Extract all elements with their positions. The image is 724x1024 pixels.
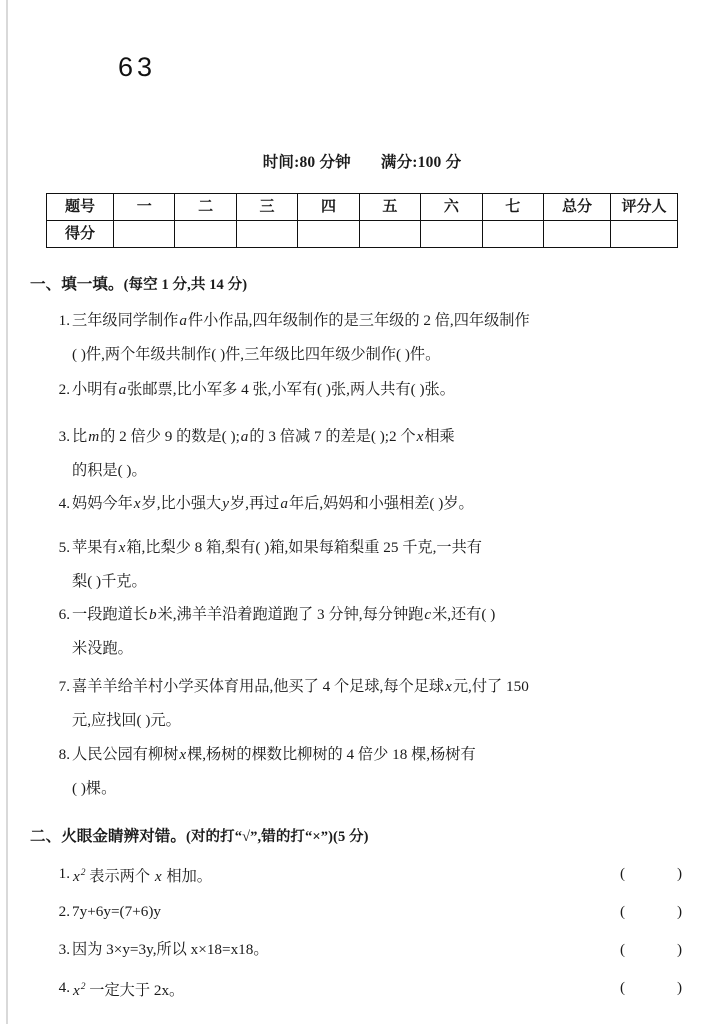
score-table-row-label-questions: 题号 [47, 194, 114, 221]
question-5-line2: 梨( )千克。 [72, 573, 147, 590]
section-2-title: 二、火眼金睛辨对错。 [30, 828, 187, 845]
truefalse-item-1-text-b: 相加。 [166, 868, 212, 886]
page-number: 63 [118, 52, 157, 82]
truefalse-item-1-answer-field[interactable] [620, 864, 682, 883]
truefalse-item-4-paren-close: ) [676, 979, 682, 996]
time-colon: : [294, 154, 300, 171]
truefalse-item-3-text: 因为 3×y=3y,所以 x×18=x18。 [72, 941, 269, 958]
question-5-number: 5. [58, 539, 70, 556]
truefalse-item-1-text-a: 表示两个 [89, 868, 151, 886]
question-1-text-b: 件小作品,四年级制作的是三年级的 2 倍,四年级制作 [187, 312, 530, 329]
question-4-text-a: 妈妈今年 [72, 495, 133, 512]
truefalse-item-3 [58, 940, 684, 959]
question-6-line2: 米没跑。 [72, 640, 133, 657]
truefalse-item-4-paren-open: ( [620, 979, 626, 996]
question-1-var-a: a [179, 312, 187, 329]
question-3-text-b: 的 2 倍少 9 的数是( ); [100, 428, 240, 445]
score-table-col-1: 一 [114, 194, 175, 221]
score-colon: : [412, 154, 418, 171]
score-cell-6[interactable] [421, 221, 482, 248]
question-2-number: 2. [58, 381, 70, 398]
section-1-heading [30, 272, 247, 294]
question-6-var-b: b [148, 606, 157, 623]
score-cell-grader[interactable] [611, 221, 678, 248]
question-3-var-m: m [88, 428, 100, 445]
truefalse-item-4 [58, 978, 684, 1000]
question-2-text-a: 小明有 [72, 381, 118, 398]
truefalse-item-1 [58, 864, 684, 886]
truefalse-item-1-var-x2: x [154, 868, 162, 886]
exam-meta-line [0, 150, 724, 172]
section-1-title: 一、填一填。 [30, 276, 124, 293]
score-unit: 分 [445, 154, 462, 171]
question-8-var-x: x [179, 746, 187, 763]
table-row-header [47, 194, 678, 221]
section-2-heading [30, 824, 369, 846]
question-1-number: 1. [58, 312, 70, 329]
truefalse-item-2-text: 7y+6y=(7+6)y [72, 903, 161, 920]
question-7-line2: 元,应找回( )元。 [72, 712, 181, 729]
score-table-col-7: 七 [482, 194, 543, 221]
question-4 [58, 494, 684, 513]
score-cell-3[interactable] [236, 221, 297, 248]
truefalse-item-2-answer-field[interactable] [620, 902, 682, 921]
truefalse-item-1-var-x: x [73, 868, 80, 886]
question-5 [58, 538, 684, 591]
question-5-text-b: 箱,比梨少 8 箱,梨有( )箱,如果每箱梨重 25 千克,一共有 [126, 539, 482, 556]
question-4-var-y: y [222, 495, 229, 512]
time-value: 80 [299, 154, 316, 171]
truefalse-item-2 [58, 902, 684, 921]
question-2 [58, 380, 684, 399]
question-4-text-b: 岁,比小强大 [141, 495, 222, 512]
score-label: 满分 [380, 154, 413, 171]
question-7 [58, 677, 684, 730]
question-6-number: 6. [58, 606, 70, 623]
question-1-line2: ( )件,两个年级共制作( )件,三年级比四年级少制作( )件。 [72, 346, 441, 363]
question-3-var-a: a [240, 428, 249, 445]
score-table-container [46, 193, 678, 248]
question-8-text-b: 棵,杨树的棵数比柳树的 4 倍少 18 棵,杨树有 [187, 746, 476, 763]
truefalse-item-4-exponent: 2 [80, 982, 86, 992]
question-4-var-x: x [133, 495, 141, 512]
question-8 [58, 745, 684, 798]
question-3-text-d: 相乘 [424, 428, 455, 445]
truefalse-item-4-text: 一定大于 2x。 [89, 982, 185, 1000]
question-8-number: 8. [58, 746, 70, 763]
truefalse-item-1-paren-open: ( [620, 865, 626, 882]
question-6-text-a: 一段跑道长 [72, 606, 148, 623]
time-label: 时间 [262, 154, 295, 171]
question-3-number: 3. [58, 428, 70, 445]
truefalse-item-3-paren-close: ) [676, 941, 682, 958]
question-2-text-b: 张邮票,比小军多 4 张,小军有( )张,两人共有( )张。 [127, 381, 455, 398]
question-7-text-b: 元,付了 150 [452, 678, 529, 695]
truefalse-item-4-answer-field[interactable] [620, 978, 682, 997]
truefalse-item-3-number: 3. [58, 941, 70, 958]
question-8-text-a: 人民公园有柳树 [72, 746, 179, 763]
score-table-col-6: 六 [421, 194, 482, 221]
truefalse-item-4-var-x: x [73, 982, 80, 1000]
question-1-text-a: 三年级同学制作 [72, 312, 179, 329]
question-6 [58, 605, 684, 658]
question-4-number: 4. [58, 495, 70, 512]
score-value: 100 [417, 154, 442, 171]
section-1-hint: (每空 1 分,共 14 分) [123, 277, 248, 293]
question-7-text-a: 喜羊羊给羊村小学买体育用品,他买了 4 个足球,每个足球 [72, 678, 445, 695]
score-table-col-3: 三 [236, 194, 297, 221]
question-6-text-c: 米,还有( ) [432, 606, 496, 623]
truefalse-item-1-exponent: 2 [80, 868, 86, 878]
score-cell-4[interactable] [298, 221, 359, 248]
table-row-scores [47, 221, 678, 248]
truefalse-item-2-paren-close: ) [676, 903, 682, 920]
score-cell-2[interactable] [175, 221, 236, 248]
truefalse-item-3-paren-open: ( [620, 941, 626, 958]
score-cell-total[interactable] [544, 221, 611, 248]
time-unit: 分钟 [319, 154, 351, 171]
question-4-text-c: 岁,再过 [229, 495, 280, 512]
truefalse-item-1-paren-close: ) [676, 865, 682, 882]
score-cell-7[interactable] [482, 221, 543, 248]
score-table-col-total: 总分 [544, 194, 611, 221]
question-7-number: 7. [58, 678, 70, 695]
truefalse-item-1-number: 1. [58, 865, 70, 882]
question-3-var-x: x [416, 428, 424, 445]
score-table-col-grader: 评分人 [611, 194, 678, 221]
question-3-text-a: 比 [72, 428, 88, 445]
question-5-text-a: 苹果有 [72, 539, 118, 556]
question-8-line2: ( )棵。 [72, 780, 117, 797]
question-6-var-c: c [424, 606, 432, 623]
question-5-var-x: x [118, 539, 126, 556]
question-3-text-c: 的 3 倍减 7 的差是( );2 个 [249, 428, 416, 445]
question-2-var-a: a [118, 381, 127, 398]
truefalse-item-3-answer-field[interactable] [620, 940, 682, 959]
score-cell-5[interactable] [359, 221, 420, 248]
score-table [46, 193, 678, 248]
question-7-var-x: x [445, 678, 452, 695]
question-6-text-b: 米,沸羊羊沿着跑道跑了 3 分钟,每分钟跑 [157, 606, 424, 623]
score-cell-1[interactable] [114, 221, 175, 248]
truefalse-item-2-number: 2. [58, 903, 70, 920]
truefalse-item-2-paren-open: ( [620, 903, 626, 920]
question-1 [58, 311, 684, 364]
score-table-col-4: 四 [298, 194, 359, 221]
question-3-line2: 的积是( )。 [72, 462, 147, 479]
score-table-row-label-score: 得分 [47, 221, 114, 248]
score-table-col-5: 五 [359, 194, 420, 221]
score-table-col-2: 二 [175, 194, 236, 221]
truefalse-item-4-number: 4. [58, 979, 70, 996]
question-4-text-d: 年后,妈妈和小强相差( )岁。 [288, 495, 474, 512]
section-2-hint: (对的打“√”,错的打“×”)(5 分) [186, 829, 369, 845]
question-3 [58, 427, 684, 480]
question-4-var-a: a [280, 495, 288, 512]
